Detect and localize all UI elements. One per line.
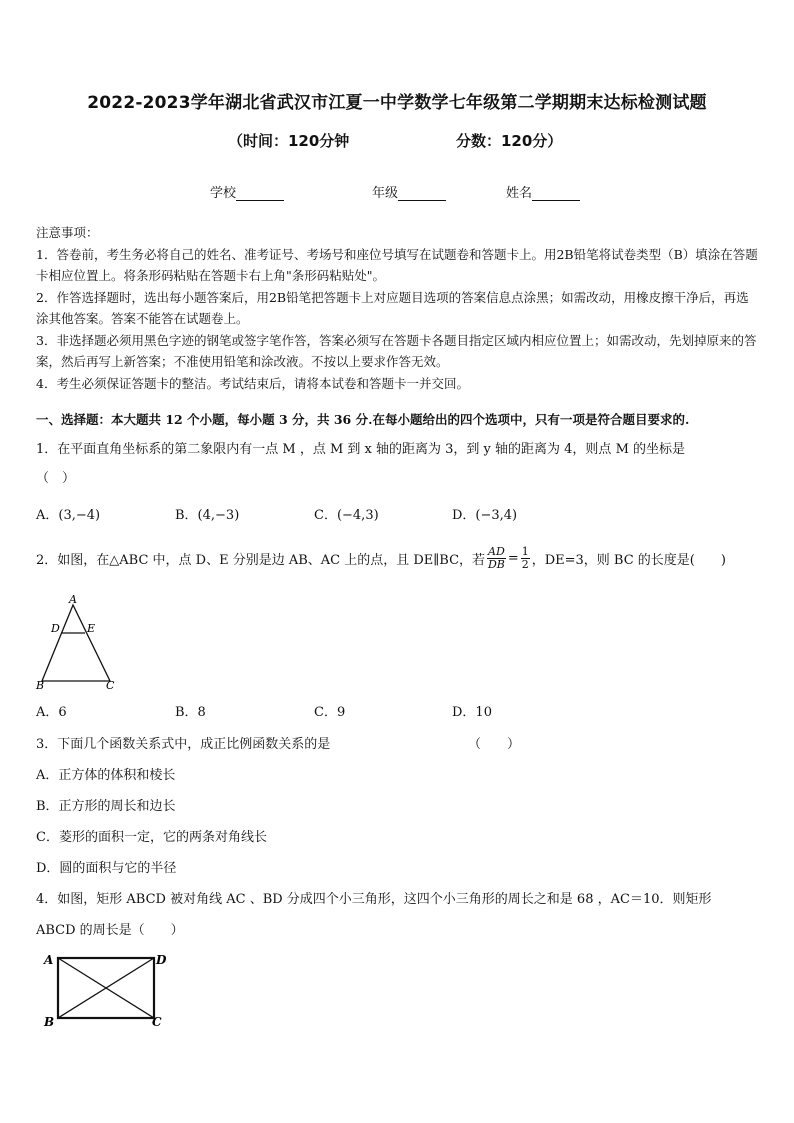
q2-label-b: B xyxy=(36,679,45,690)
q4-label-b: B xyxy=(44,1015,55,1029)
note-item-3: 3．非选择题必须用黑色字迹的钢笔或签字笔作答，答案必须写在答题卡各题目指定区域内相应位置上；如需改动，先划掉原来的答案，然后再写上新答案；不准使用铅笔和涂改液。不按以上要求作答无效。 xyxy=(36,332,757,369)
name-label: 姓名 xyxy=(506,186,533,201)
note-item-2: 2．作答选择题时，选出每小题答案后，用2B铅笔把答题卡上对应题目选项的答案信息点涂黑；如需改动，用橡皮擦干净后，再选涂其他答案。答案不能答在试题卷上。 xyxy=(36,289,749,326)
q4-stem-line1: 4．如图，矩形 ABCD 被对角线 AC 、BD 分成四个小三角形，这四个小三角形的周长之和是 68 ，AC＝10．则矩形 xyxy=(36,892,712,907)
q2-frac2-num: 1 xyxy=(521,545,529,558)
q4-rectangle-figure xyxy=(38,948,174,1030)
q2-frac1-num: AD xyxy=(488,545,505,558)
q3-choice-b[interactable]: B．正方形的周长和边长 xyxy=(36,799,176,814)
q3-paren: （ ） xyxy=(468,737,521,752)
q2-label-d: D xyxy=(51,622,60,635)
q2-label-c: C xyxy=(106,679,115,690)
exam-score: 分数：120分） xyxy=(456,132,563,150)
q2-choice-b[interactable]: B．8 xyxy=(175,705,206,720)
note-item-4: 4．考生必须保证答题卡的整洁。考试结束后，请将本试卷和答题卡一并交回。 xyxy=(36,375,469,391)
q1-stem: 1．在平面直角坐标系的第二象限内有一点 M ，点 M 到 x 轴的距离为 3，到 y 轴的距离为 4，则点 M 的坐标是 xyxy=(36,442,686,457)
q1-paren: （ ） xyxy=(36,471,76,486)
q2-stem-post: ，DE=3，则 BC 的长度是( ) xyxy=(531,553,726,568)
q2-frac2-den: 2 xyxy=(521,558,529,571)
q3-stem: 3．下面几个函数关系式中，成正比例函数关系的是 xyxy=(36,737,331,752)
q1-choice-d[interactable]: D．(−3,4) xyxy=(452,508,518,523)
q1-choice-a[interactable]: A．(3,−4) xyxy=(36,508,101,523)
page-title: 2022-2023学年湖北省武汉市江夏一中学数学七年级第二学期期末达标检测试题 xyxy=(87,93,707,113)
grade-field[interactable] xyxy=(372,182,446,201)
q4-label-a: A xyxy=(44,953,54,967)
q2-eq: = xyxy=(507,551,519,566)
q2-stem xyxy=(36,546,726,571)
q1-choice-c[interactable]: C．(−4,3) xyxy=(314,508,379,523)
q2-label-a: A xyxy=(69,594,77,606)
q4-label-c: C xyxy=(152,1015,162,1029)
q4-label-d: D xyxy=(156,953,167,967)
section-heading: 一、选择题：本大题共 12 个小题，每小题 3 分，共 36 分.在每小题给出的四个选项中，只有一项是符合题目要求的. xyxy=(36,412,690,427)
q2-frac1-den: DB xyxy=(487,558,505,571)
school-blank[interactable] xyxy=(236,186,284,201)
q3-choice-a[interactable]: A．正方体的体积和棱长 xyxy=(36,768,176,783)
q2-triangle-abc xyxy=(42,605,110,681)
school-label: 学校 xyxy=(210,186,237,201)
q2-fraction-ad-db xyxy=(487,546,506,571)
grade-label: 年级 xyxy=(372,186,399,201)
q2-triangle-figure xyxy=(34,594,124,690)
q3-choice-c[interactable]: C．菱形的面积一定，它的两条对角线长 xyxy=(36,830,267,845)
q4-stem-line2: ABCD 的周长是（ ） xyxy=(36,923,184,938)
q2-choice-c[interactable]: C．9 xyxy=(314,705,346,720)
exam-time: （时间：120分钟 xyxy=(228,132,350,150)
grade-blank[interactable] xyxy=(398,186,446,201)
name-field[interactable] xyxy=(506,182,580,201)
q2-choice-a[interactable]: A．6 xyxy=(36,705,67,720)
q2-fraction-half xyxy=(521,546,530,571)
name-blank[interactable] xyxy=(532,186,580,201)
q2-choice-d[interactable]: D．10 xyxy=(452,705,492,720)
notes-heading: 注意事项： xyxy=(36,225,99,240)
q2-stem-pre: 2．如图，在△ABC 中，点 D、E 分别是边 AB、AC 上的点，且 DE∥BC，若 xyxy=(36,553,486,568)
q2-label-e: E xyxy=(87,622,96,635)
q3-choice-d[interactable]: D．圆的面积与它的半径 xyxy=(36,861,177,876)
school-field[interactable] xyxy=(210,182,284,201)
note-item-1: 1．答卷前，考生务必将自己的姓名、准考证号、考场号和座位号填写在试题卷和答题卡上。用2B铅笔将试卷类型（B）填涂在答题卡相应位置上。将条形码粘贴在答题卡右上角"条形码粘贴处"。 xyxy=(36,246,758,283)
q1-choice-b[interactable]: B．(4,−3) xyxy=(175,508,240,523)
notes-block xyxy=(36,222,758,394)
